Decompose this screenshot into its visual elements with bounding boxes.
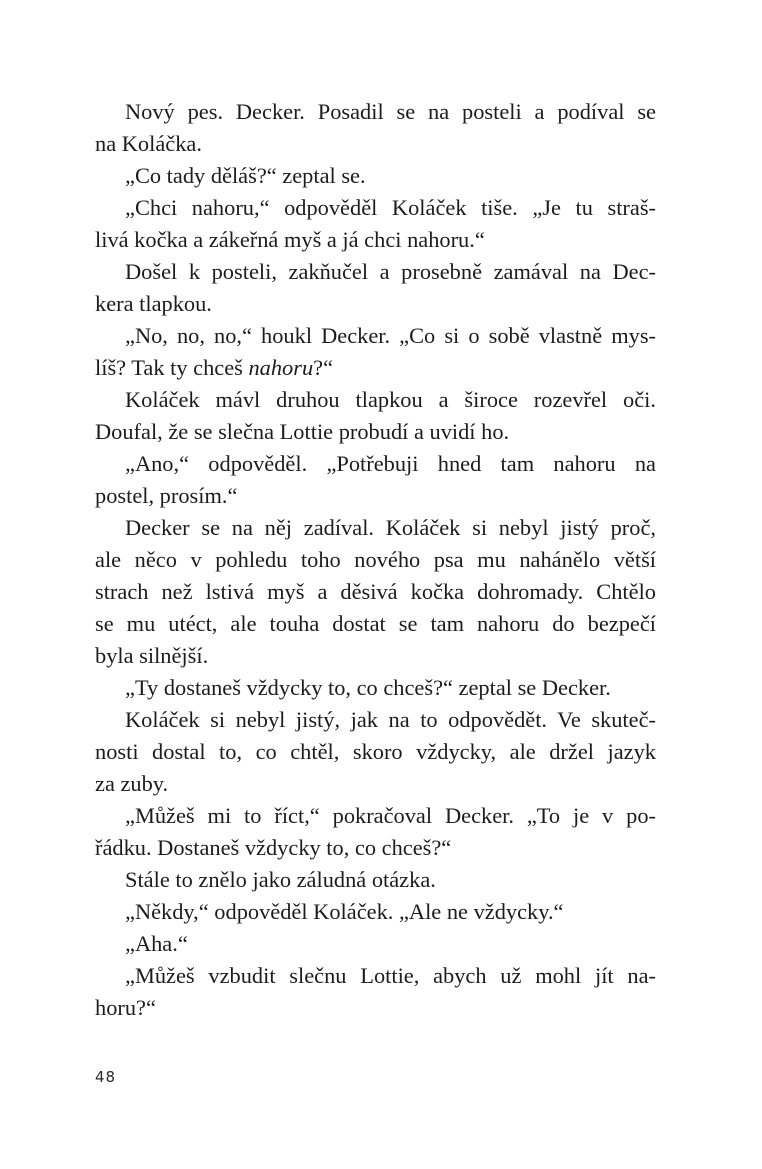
text-line: „Můžeš mi to říct,“ pokračoval Decker. „To je v po- bbox=[125, 803, 656, 828]
text-line: nosti dostal to, co chtěl, skoro vždycky, ale držel jazyk bbox=[95, 739, 656, 764]
text-run: líš? Tak ty chceš bbox=[95, 355, 249, 380]
text-line: „No, no, no,“ houkl Decker. „Co si o sobě vlastně mys- bbox=[125, 323, 656, 348]
text-line: za zuby. bbox=[95, 771, 169, 796]
text-line: na Koláčka. bbox=[95, 131, 202, 156]
text-line: Koláček si nebyl jistý, jak na to odpovědět. Ve skuteč- bbox=[125, 707, 656, 732]
text-line: livá kočka a zákeřná myš a já chci nahoru.“ bbox=[95, 227, 485, 252]
text-line: „Aha.“ bbox=[125, 931, 188, 956]
text-line: „Můžeš vzbudit slečnu Lottie, abych už mohl jít na- bbox=[125, 963, 656, 988]
text-line: Nový pes. Decker. Posadil se na posteli a podíval se bbox=[125, 99, 656, 124]
text-line: byla silnější. bbox=[95, 643, 209, 668]
text-line: postel, prosím.“ bbox=[95, 483, 238, 508]
text-line: „Co tady děláš?“ zeptal se. bbox=[125, 163, 366, 188]
text-line: řádku. Dostaneš vždycky to, co chceš?“ bbox=[95, 835, 452, 860]
text-line: ale něco v pohledu toho nového psa mu nahánělo větší bbox=[95, 547, 656, 572]
text-line: horu?“ bbox=[95, 995, 156, 1020]
text-run: ?“ bbox=[313, 355, 334, 380]
text-line: se mu utéct, ale touha dostat se tam nahoru do bezpečí bbox=[95, 611, 656, 636]
text-line: Decker se na něj zadíval. Koláček si nebyl jistý proč, bbox=[125, 515, 656, 540]
text-line: Koláček mávl druhou tlapkou a široce rozevřel oči. bbox=[125, 387, 656, 412]
page-number: 48 bbox=[95, 1068, 117, 1086]
text-line: strach než lstivá myš a děsivá kočka dohromady. Chtělo bbox=[95, 579, 656, 604]
italic-run: nahoru bbox=[248, 355, 314, 380]
text-line: kera tlapkou. bbox=[95, 291, 212, 316]
text-line: Došel k posteli, zakňučel a prosebně zamával na Dec- bbox=[125, 259, 656, 284]
text-line: Stále to znělo jako záludná otázka. bbox=[125, 867, 436, 892]
text-line: „Chci nahoru,“ odpověděl Koláček tiše. „Je tu straš- bbox=[125, 195, 656, 220]
text-line: „Někdy,“ odpověděl Koláček. „Ale ne vždycky.“ bbox=[125, 899, 564, 924]
text-line bbox=[95, 352, 656, 384]
text-line: Doufal, že se slečna Lottie probudí a uvidí ho. bbox=[95, 419, 510, 444]
text-line: „Ano,“ odpověděl. „Potřebuji hned tam nahoru na bbox=[125, 451, 656, 476]
text-line: „Ty dostaneš vždycky to, co chceš?“ zeptal se Decker. bbox=[125, 675, 611, 700]
